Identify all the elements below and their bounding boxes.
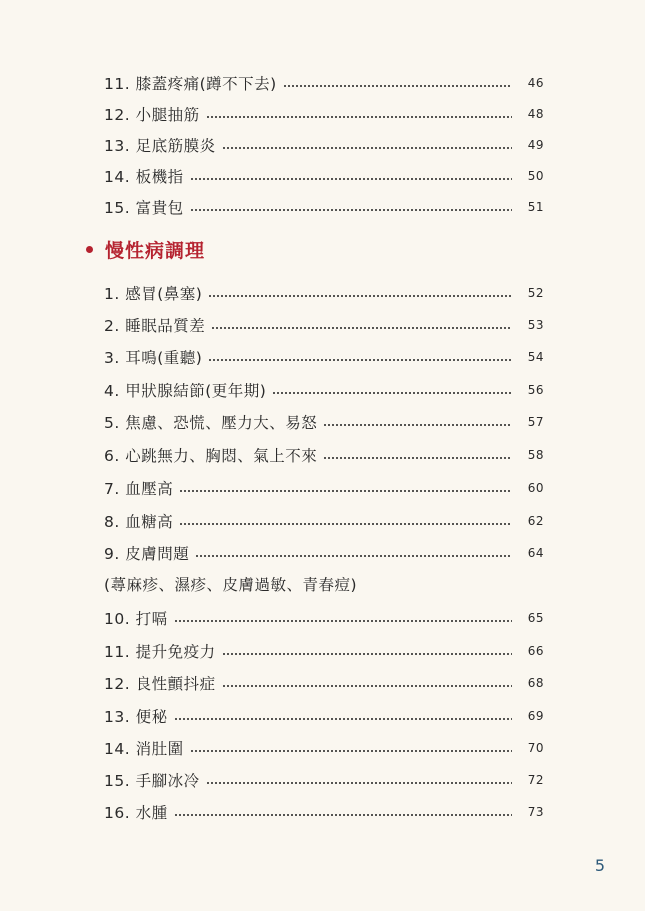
toc-entry <box>104 443 544 467</box>
toc-entry <box>104 313 544 337</box>
toc-entry-page: 73 <box>527 805 544 819</box>
toc-entry-page: 46 <box>527 76 544 90</box>
toc-entry-page: 58 <box>527 448 544 462</box>
toc-entry-page: 57 <box>527 415 544 429</box>
toc-entry-subtitle: (蕁麻疹、濕疹、皮膚過敏、青春痘) <box>104 576 358 594</box>
toc-entry-title: 11. 提升免疫力 <box>104 643 216 661</box>
toc-entry-page: 60 <box>527 481 544 495</box>
dot-leader <box>283 85 512 87</box>
toc-entry-page: 48 <box>527 107 544 121</box>
toc-entry-page: 69 <box>527 709 544 723</box>
toc-entry-title: 15. 手腳冰冷 <box>104 772 200 790</box>
toc-entry <box>104 736 544 760</box>
toc-entry-title: 9. 皮膚問題 <box>104 545 190 563</box>
toc-entry-page: 70 <box>527 741 544 755</box>
toc-entry <box>104 378 544 402</box>
toc-entry <box>104 345 544 369</box>
toc-entry-page: 49 <box>527 138 544 152</box>
toc-entry <box>104 639 544 663</box>
toc-entry <box>104 71 544 95</box>
toc-entry <box>104 671 544 695</box>
toc-entry <box>104 410 544 434</box>
toc-entry-page: 53 <box>527 318 544 332</box>
dot-leader <box>174 620 512 622</box>
section-title: 慢性病調理 <box>105 240 206 262</box>
dot-leader <box>206 782 512 784</box>
bullet-icon <box>86 246 93 253</box>
toc-entry-page: 64 <box>527 546 544 560</box>
toc-entry <box>104 133 544 157</box>
toc-entry <box>104 195 544 219</box>
toc-entry-title: 7. 血壓高 <box>104 480 174 498</box>
toc-entry-title: 10. 打嗝 <box>104 610 168 628</box>
toc-entry-title: 2. 睡眠品質差 <box>104 317 206 335</box>
toc-entry-page: 52 <box>527 286 544 300</box>
toc-entry-title: 12. 良性顫抖症 <box>104 675 216 693</box>
dot-leader <box>323 424 512 426</box>
dot-leader <box>174 814 512 816</box>
toc-entry <box>104 476 544 500</box>
toc-entry-title: 6. 心跳無力、胸悶、氣上不來 <box>104 447 318 465</box>
dot-leader <box>323 457 512 459</box>
toc-entry-title: 4. 甲狀腺結節(更年期) <box>104 382 267 400</box>
toc-entry-title: 15. 富貴包 <box>104 199 184 217</box>
dot-leader <box>179 523 512 525</box>
toc-entry-title: 13. 便秘 <box>104 708 168 726</box>
dot-leader <box>195 555 512 557</box>
toc-entry-page: 50 <box>527 169 544 183</box>
toc-entry <box>104 800 544 824</box>
dot-leader <box>190 178 512 180</box>
toc-entry-title: 3. 耳鳴(重聽) <box>104 349 203 367</box>
toc-entry-title: 13. 足底筋膜炎 <box>104 137 216 155</box>
dot-leader <box>222 685 512 687</box>
toc-entry-title: 1. 感冒(鼻塞) <box>104 285 203 303</box>
toc-entry <box>104 768 544 792</box>
toc-entry-page: 68 <box>527 676 544 690</box>
section-heading <box>86 236 205 263</box>
toc-entry-title: 12. 小腿抽筋 <box>104 106 200 124</box>
toc-entry <box>104 541 544 565</box>
toc-entry-page: 65 <box>527 611 544 625</box>
dot-leader <box>272 392 512 394</box>
toc-entry <box>104 281 544 305</box>
toc-entry-page: 51 <box>527 200 544 214</box>
toc-entry <box>104 164 544 188</box>
toc-entry-title: 5. 焦慮、恐慌、壓力大、易怒 <box>104 414 318 432</box>
dot-leader <box>208 295 512 297</box>
dot-leader <box>222 147 512 149</box>
toc-entry-page: 54 <box>527 350 544 364</box>
toc-entry-page: 62 <box>527 514 544 528</box>
toc-entry <box>104 606 544 630</box>
dot-leader <box>208 359 512 361</box>
dot-leader <box>211 327 512 329</box>
toc-entry-page: 72 <box>527 773 544 787</box>
toc-entry-page: 66 <box>527 644 544 658</box>
toc-entry-title: 8. 血糖高 <box>104 513 174 531</box>
dot-leader <box>179 490 512 492</box>
toc-entry <box>104 102 544 126</box>
dot-leader <box>190 750 512 752</box>
toc-entry <box>104 704 544 728</box>
toc-entry <box>104 509 544 533</box>
toc-entry-title: 11. 膝蓋疼痛(蹲不下去) <box>104 75 277 93</box>
dot-leader <box>190 209 512 211</box>
toc-entry-page: 56 <box>527 383 544 397</box>
dot-leader <box>206 116 512 118</box>
toc-entry-title: 14. 板機指 <box>104 168 184 186</box>
dot-leader <box>174 718 512 720</box>
page-number: 5 <box>594 856 605 875</box>
dot-leader <box>222 653 512 655</box>
toc-entry-title: 14. 消肚圍 <box>104 740 184 758</box>
toc-entry-title: 16. 水腫 <box>104 804 168 822</box>
